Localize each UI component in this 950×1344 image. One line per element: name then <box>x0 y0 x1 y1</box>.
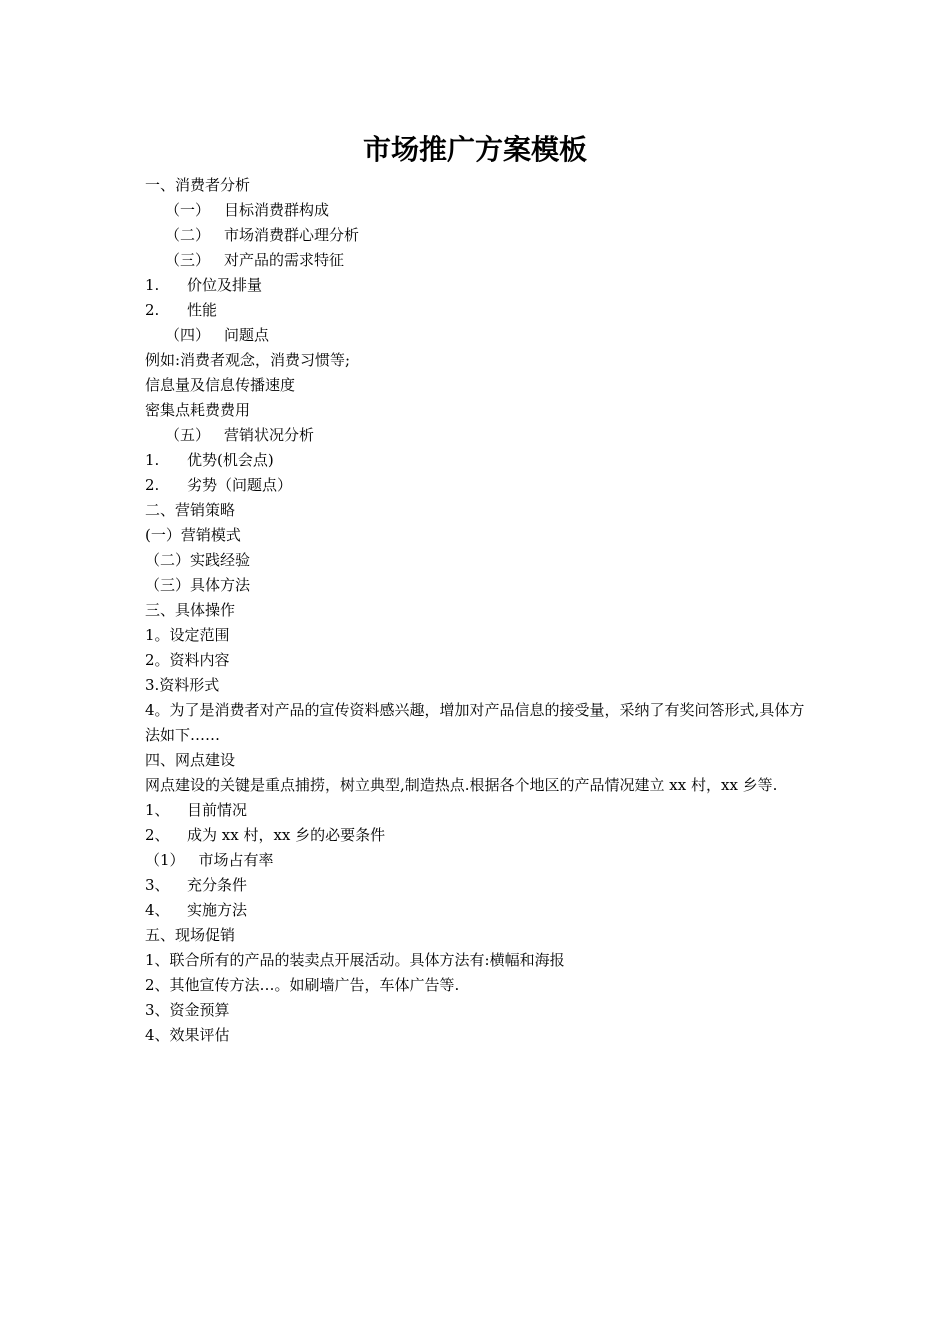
document-line <box>145 573 815 598</box>
line-number: （三） <box>165 251 211 269</box>
document-line <box>145 948 815 973</box>
line-text: 4。为了是消费者对产品的宣传资料感兴趣，增加对产品信息的接受量，采纳了有奖问答形式,具体方法如下…… <box>145 701 805 744</box>
line-text: 四、网点建设 <box>145 751 236 769</box>
document-line <box>145 798 815 823</box>
line-number: （五） <box>165 426 211 444</box>
line-text: 问题点 <box>224 326 270 344</box>
line-text: 劣势（问题点） <box>187 476 293 494</box>
line-text: 目标消费群构成 <box>224 201 330 219</box>
line-number: 2. <box>145 476 160 494</box>
document-line <box>145 648 815 673</box>
document-body <box>145 173 815 1048</box>
line-number: 2、 <box>145 826 170 844</box>
line-number: 2. <box>145 301 160 319</box>
document-line <box>145 473 815 498</box>
line-number: （四） <box>165 326 211 344</box>
document-line <box>145 898 815 923</box>
document-line <box>145 373 815 398</box>
document-line <box>145 698 815 748</box>
document-title: 市场推广方案模板 <box>362 133 587 166</box>
line-text: 密集点耗费费用 <box>145 401 251 419</box>
line-text: 优势(机会点) <box>187 451 274 469</box>
line-text: 价位及排量 <box>187 276 263 294</box>
line-text: 4、效果评估 <box>145 1026 230 1044</box>
line-text: 1、联合所有的产品的装卖点开展活动。具体方法有:横幅和海报 <box>145 951 565 969</box>
document-line <box>145 823 815 848</box>
line-text: (一）营销模式 <box>145 526 241 544</box>
line-text: 1。设定范围 <box>145 626 230 644</box>
line-text: 市场占有率 <box>198 851 274 869</box>
line-number: 1. <box>145 451 160 469</box>
document-line <box>145 598 815 623</box>
document-line <box>145 773 815 798</box>
document-line <box>145 273 815 298</box>
line-number: 1、 <box>145 801 170 819</box>
line-text: 一、消费者分析 <box>145 176 251 194</box>
line-text: 五、现场促销 <box>145 926 236 944</box>
document-line <box>145 923 815 948</box>
document-line <box>145 223 815 248</box>
document-line <box>145 173 815 198</box>
line-text: 3.资料形式 <box>145 676 220 694</box>
line-text: 充分条件 <box>187 876 248 894</box>
document-line <box>145 873 815 898</box>
document-line <box>145 298 815 323</box>
line-text: 市场消费群心理分析 <box>224 226 360 244</box>
document-line <box>145 673 815 698</box>
document-line <box>145 348 815 373</box>
document-line <box>145 198 815 223</box>
line-text: 2。资料内容 <box>145 651 230 669</box>
line-text: （二）实践经验 <box>145 551 251 569</box>
document-line <box>145 398 815 423</box>
line-number: （二） <box>165 226 211 244</box>
line-number: 4、 <box>145 901 170 919</box>
line-text: 成为 xx 村，xx 乡的必要条件 <box>187 826 386 844</box>
line-text: （三）具体方法 <box>145 576 251 594</box>
line-text: 3、资金预算 <box>145 1001 230 1019</box>
line-text: 网点建设的关键是重点捕捞，树立典型,制造热点.根据各个地区的产品情况建立 xx 村，xx 乡等. <box>145 776 778 794</box>
document-line <box>145 848 815 873</box>
document-line <box>145 523 815 548</box>
line-text: 目前情况 <box>187 801 248 819</box>
document-line <box>145 548 815 573</box>
line-text: 性能 <box>187 301 218 319</box>
document-line <box>145 448 815 473</box>
line-text: 实施方法 <box>187 901 248 919</box>
document-line <box>145 423 815 448</box>
document-line <box>145 623 815 648</box>
line-text: 三、具体操作 <box>145 601 236 619</box>
line-text: 例如:消费者观念，消费习惯等; <box>145 351 351 369</box>
document-line <box>145 498 815 523</box>
line-text: 二、营销策略 <box>145 501 236 519</box>
document-line <box>145 973 815 998</box>
document-line <box>145 748 815 773</box>
line-number: 1. <box>145 276 160 294</box>
line-text: 信息量及信息传播速度 <box>145 376 296 394</box>
document-line <box>145 1023 815 1048</box>
line-number: 3、 <box>145 876 170 894</box>
document-line <box>145 998 815 1023</box>
line-text: 2、其他宣传方法…。如刷墙广告，车体广告等. <box>145 976 460 994</box>
document-line <box>145 323 815 348</box>
document-line <box>145 248 815 273</box>
line-text: 对产品的需求特征 <box>224 251 345 269</box>
line-number: （1） <box>145 851 185 869</box>
line-text: 营销状况分析 <box>224 426 315 444</box>
line-number: （一） <box>165 201 211 219</box>
